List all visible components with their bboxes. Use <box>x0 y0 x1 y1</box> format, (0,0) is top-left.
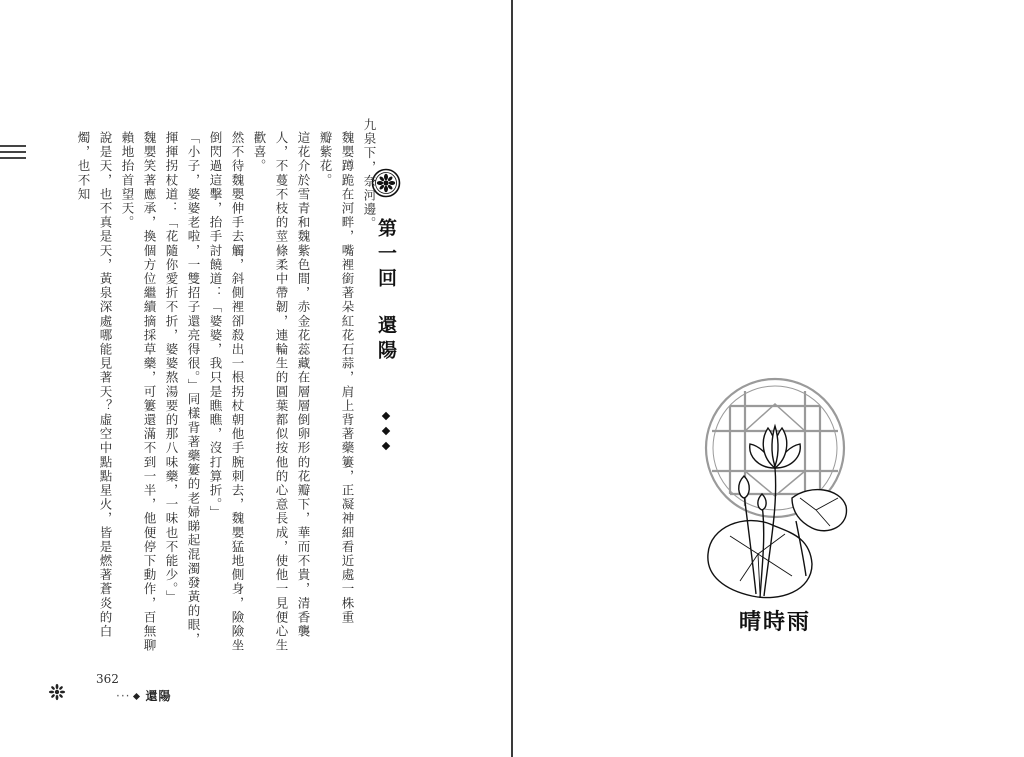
lotus-illustration <box>700 376 850 606</box>
hamburger-menu-icon[interactable] <box>0 145 26 163</box>
paragraph: 九泉下，奈河邊。 <box>362 118 377 231</box>
paragraph: 「小子，婆婆老啦，一雙招子還亮得很。」同樣背著藥簍的老婦睇起混濁發黃的眼，揮揮拐杖道：「花隨你愛折不折，婆婆熬湯要的那八味藥，一味也不能少。」 <box>164 131 201 647</box>
running-head-dots: ‧‧‧ <box>116 689 131 703</box>
chapter-name: 還陽 <box>375 315 397 365</box>
chapter-ordinal: 第一回 <box>375 218 397 293</box>
body-text <box>72 118 380 658</box>
diamond-icon <box>133 692 140 699</box>
paragraph: 魏嬰笑著應承，換個方位繼續摘採草藥，可簍還滿不到一半，他便停下動作，百無聊賴地抬首望天。 <box>120 131 157 653</box>
paragraph: 說是天，也不真是天，黃泉深處哪能見著天？虛空中點點星火，皆是燃著蒼炎的白燭，也不知 <box>76 131 113 639</box>
running-head-title: 還陽 <box>145 689 172 703</box>
flower-ornament-icon <box>47 682 67 702</box>
running-head <box>116 687 171 704</box>
diamond-ornament-icon <box>381 413 391 458</box>
paragraph: 魏嬰蹲跪在河畔，嘴裡銜著朵紅花石蒜，肩上背著藥簍，正凝神細看近處一株重瓣紫花。 <box>318 131 355 625</box>
paragraph: 這花介於雪青和魏紫色間，赤金花蕊藏在層層倒卵形的花瓣下，華而不貴，清香襲人，不蔓不枝的莖條柔中帶韌，連輪生的圓葉都似按他的心意長成，使他一見便心生歡喜。 <box>252 131 311 653</box>
paragraph: 然不待魏嬰伸手去觸，斜側裡卻殺出一根拐杖朝他手腕刺去，魏嬰猛地側身，險險坐倒閃過這擊，抬手討饒道：「婆婆，我只是瞧瞧，沒打算折。」 <box>208 131 245 653</box>
page-number: 362 <box>96 672 119 686</box>
author-name: 晴時雨 <box>738 609 811 635</box>
